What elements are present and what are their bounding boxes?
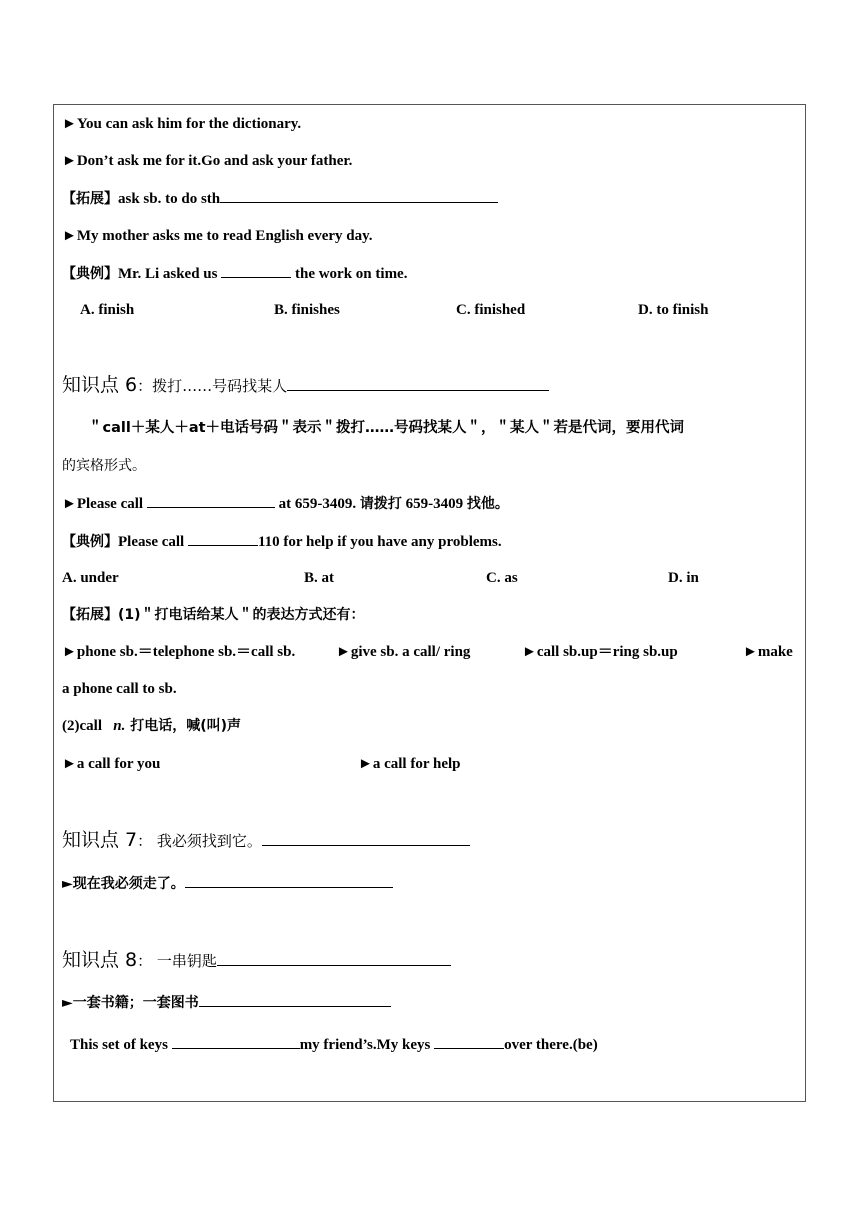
translation-line [62, 873, 393, 894]
extension-tag: 【拓展】 [62, 191, 118, 207]
phrase-4: ►make [743, 644, 793, 660]
option-a[interactable]: A. finish [80, 302, 135, 318]
translation-text: ►一套书籍；一套图书 [62, 995, 199, 1011]
explanation-text [62, 456, 146, 476]
example-sentence: ►You can ask him for the dictionary. [62, 116, 302, 132]
extension-tag: 【拓展】 [62, 607, 118, 623]
heading-label: 知识点 7 [62, 829, 138, 851]
part-of-speech: n. [113, 718, 126, 734]
question-text-a: Please call [118, 534, 188, 550]
extension-text: (1)＂打电话给某人＂的表达方式还有： [118, 607, 365, 623]
answer-blank[interactable] [434, 1034, 504, 1049]
translation-line [62, 992, 391, 1013]
extension-line [62, 188, 498, 209]
section-heading-6 [62, 375, 549, 396]
answer-blank[interactable] [287, 376, 549, 391]
phrase-3: ►call sb.up＝ring sb.up [522, 644, 678, 660]
sentence-part: 找他。 [466, 496, 509, 512]
phrase-example-1: ►a call for you [62, 756, 161, 772]
fill-in-sentence [70, 1034, 598, 1055]
question-text-b: 110 for help if you have any problems. [257, 534, 502, 550]
example-sentence [62, 493, 509, 514]
sentence-part: over there.(be) [504, 1037, 598, 1053]
answer-blank[interactable] [199, 992, 391, 1007]
explanation-line: ＂call＋某人＋at＋电话号码＂表示＂拨打……号码找某人＂，＂某人＂若是代词，要用代词 [88, 420, 685, 436]
answer-blank[interactable] [147, 493, 275, 508]
answer-blank[interactable] [185, 873, 393, 888]
definition-meaning: 打电话，喊(叫)声 [125, 718, 241, 734]
sentence-part: at 659-3409. [274, 496, 360, 512]
example-tag: 【典例】 [62, 266, 118, 282]
sentence-part: my friend’s.My keys [299, 1037, 435, 1053]
sentence-part: ►Please call [62, 496, 147, 512]
explanation-line: 的宾格形式。 [62, 458, 146, 474]
sentence-part: 659-3409 [401, 496, 467, 512]
section-heading-7 [62, 830, 470, 851]
heading-text: ： 一串钥匙 [137, 952, 217, 970]
phrase-2: ►give sb. a call/ ring [336, 644, 471, 660]
option-b[interactable]: B. at [304, 570, 334, 586]
extension-line [62, 605, 365, 625]
heading-label: 知识点 6 [62, 374, 138, 396]
section-heading-8 [62, 950, 451, 971]
translation-text: ►现在我必须走了。 [62, 876, 185, 892]
option-b[interactable]: B. finishes [274, 302, 340, 318]
phrase-4-continued: a phone call to sb. [62, 681, 177, 697]
example-tag: 【典例】 [62, 534, 118, 550]
example-sentence: ►My mother asks me to read English every day. [62, 228, 373, 244]
heading-label: 知识点 8 [62, 949, 138, 971]
heading-text: ：拨打……号码找某人 [137, 377, 288, 395]
heading-text: ： 我必须找到它。 [137, 832, 262, 850]
option-c[interactable]: C. finished [456, 302, 526, 318]
extension-text: ask sb. to do sth [118, 191, 221, 207]
phrase-1: ►phone sb.＝telephone sb.＝call sb. [62, 644, 296, 660]
option-d[interactable]: D. in [668, 570, 699, 586]
example-question [62, 263, 407, 284]
option-a[interactable]: A. under [62, 570, 119, 586]
answer-blank[interactable] [188, 531, 258, 546]
sentence-part: This set of keys [70, 1037, 172, 1053]
option-c[interactable]: C. as [486, 570, 518, 586]
noun-definition [62, 716, 241, 736]
question-text-b: the work on time. [291, 266, 408, 282]
option-d[interactable]: D. to finish [638, 302, 709, 318]
question-text-a: Mr. Li asked us [118, 266, 222, 282]
definition-word: (2)call [62, 718, 102, 734]
sentence-part: 请拨打 [359, 496, 402, 512]
example-question [62, 531, 502, 552]
answer-blank[interactable] [217, 951, 451, 966]
explanation-text [88, 418, 684, 438]
phrase-example-2: ►a call for help [358, 756, 461, 772]
answer-blank[interactable] [221, 263, 291, 278]
answer-blank[interactable] [262, 831, 470, 846]
example-sentence: ►Don’t ask me for it.Go and ask your father. [62, 153, 353, 169]
answer-blank[interactable] [220, 188, 498, 203]
answer-blank[interactable] [172, 1034, 300, 1049]
